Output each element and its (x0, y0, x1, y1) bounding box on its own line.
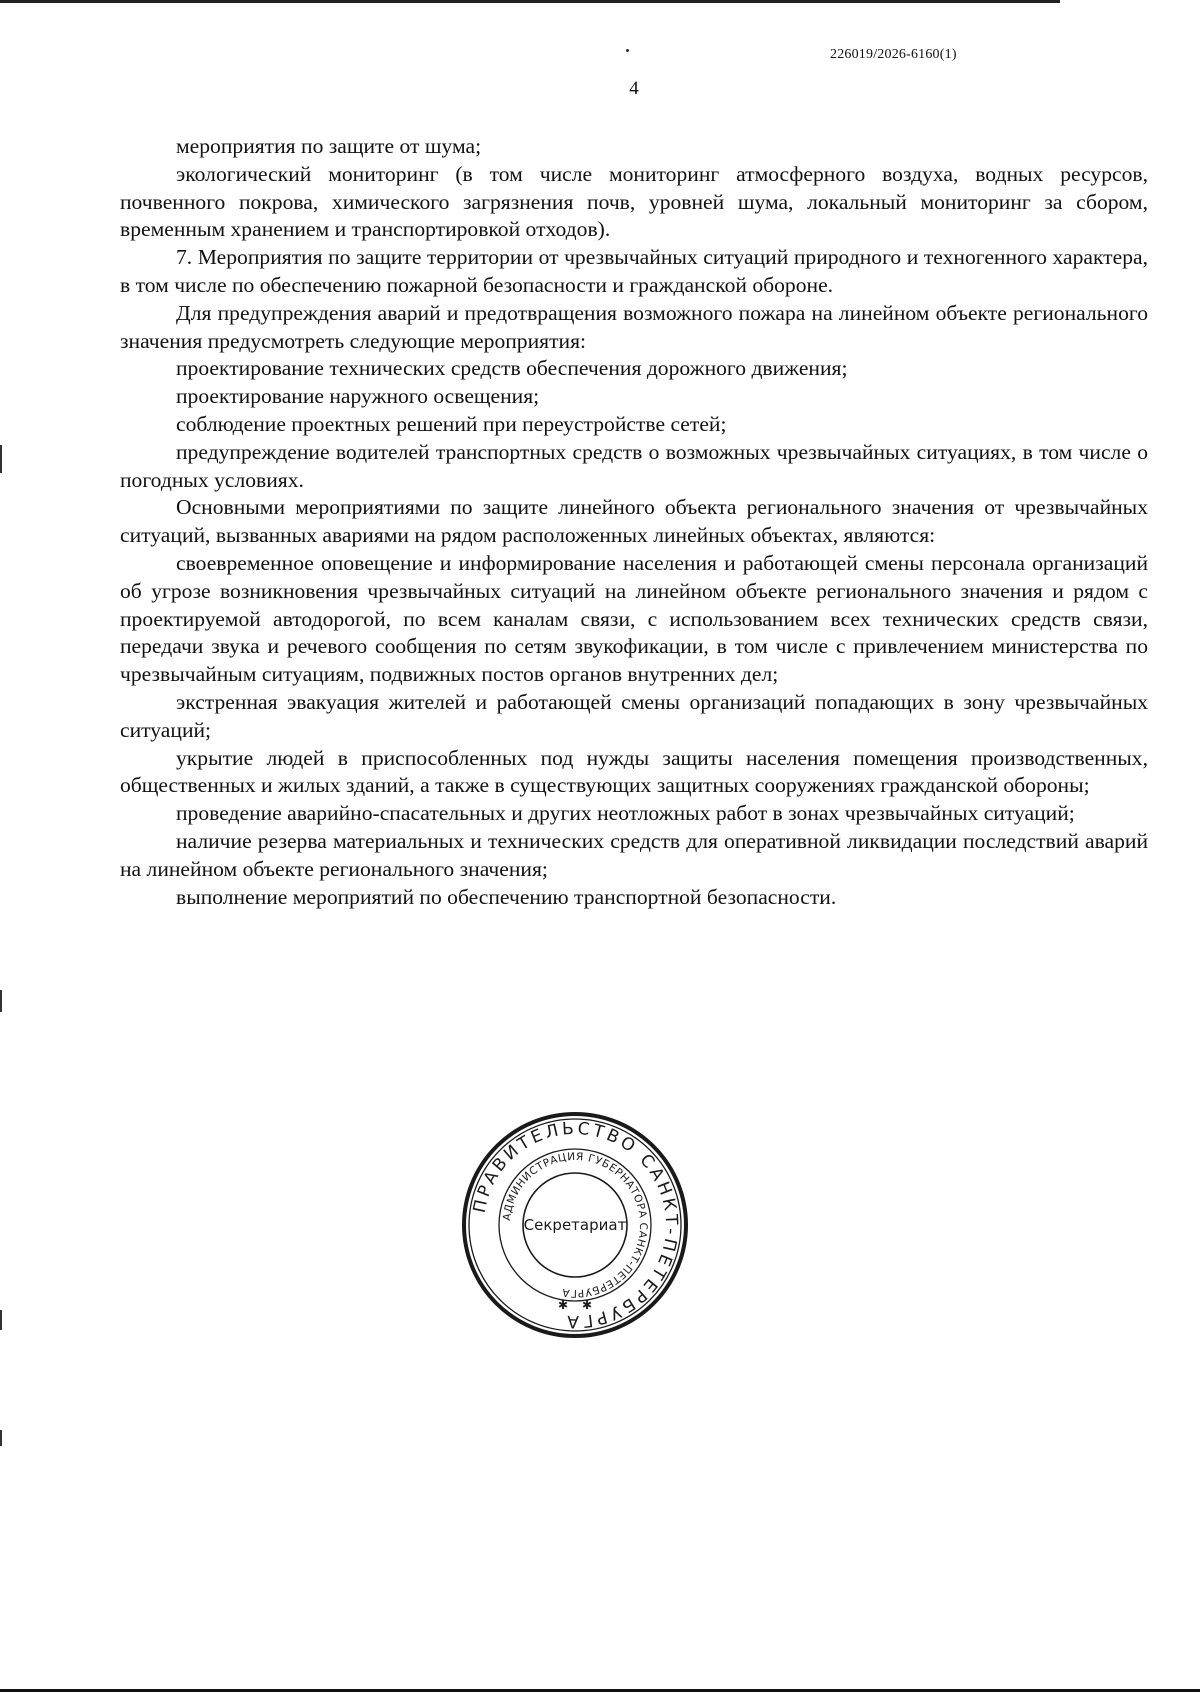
header-dot (626, 49, 629, 52)
margin-mark (0, 1310, 2, 1330)
paragraph: проектирование наружного освещения; (176, 384, 540, 409)
paragraph: наличие резерва материальных и технических средств для оперативной ликвидации последствий аварий на линейном объекте регионального значения; (120, 828, 1148, 881)
seal-inner-text: АДМИНИСТРАЦИЯ ГУБЕРНАТОРА САНКТ-ПЕТЕРБУРГА (501, 1150, 650, 1300)
seal-outer-text: ПРАВИТЕЛЬСТВО САНКТ-ПЕТЕРБУРГА (469, 1118, 682, 1332)
official-seal (460, 1110, 690, 1340)
seal-center-text: Секретариат (523, 1216, 627, 1234)
paragraph: Основными мероприятиями по защите линейного объекта регионального значения от чрезвычайных ситуаций, вызванных авариями на рядом расположенных линейных объектах, являются: (120, 495, 1148, 548)
paragraph: выполнение мероприятий по обеспечению транспортной безопасности. (176, 884, 837, 909)
paragraph: экстренная эвакуация жителей и работающей смены организаций попадающих в зону чрезвычайных ситуаций; (120, 689, 1148, 742)
document-body (120, 133, 1148, 911)
page-number: 4 (629, 78, 639, 99)
top-scan-edge (0, 0, 1060, 3)
seal-graphic (460, 1110, 690, 1340)
paragraph: проведение аварийно-спасательных и других неотложных работ в зонах чрезвычайных ситуаций; (176, 801, 1075, 826)
paragraph: 7. Мероприятия по защите территории от чрезвычайных ситуаций природного и техногенного характера, в том числе по обеспечению пожарной безопасности и гражданской обороне. (120, 245, 1148, 297)
paragraph: укрытие людей в приспособленных под нужды защиты населения помещения производственных, общественных и жилых зданий, а также в существующих защитных сооружениях гражданской обороны; (120, 745, 1148, 798)
paragraph: соблюдение проектных решений при переустройстве сетей; (176, 411, 727, 436)
seal-star-icon: ✱ (581, 1298, 593, 1312)
paragraph: мероприятия по защите от шума; (176, 134, 482, 158)
paragraph: экологический мониторинг (в том числе мониторинг атмосферного воздуха, водных ресурсов, почвенного покрова, химического загрязнения почв, уровней шума, локальный мониторинг за сбором, временным хранением и транспортировкой отходов). (120, 161, 1148, 242)
margin-mark (0, 1430, 2, 1446)
margin-mark (0, 990, 2, 1012)
margin-mark (0, 445, 2, 473)
bottom-scan-edge (0, 1689, 1200, 1692)
document-number: 226019/2026-6160(1) (830, 47, 957, 62)
paragraph: предупреждение водителей транспортных средств о возможных чрезвычайных ситуациях, в том числе о погодных условиях. (120, 439, 1148, 492)
paragraph: проектирование технических средств обеспечения дорожного движения; (176, 356, 848, 381)
paragraph: Для предупреждения аварий и предотвращения возможного пожара на линейном объекте регионального значения предусмотреть следующие мероприятия: (120, 300, 1148, 353)
paragraph: своевременное оповещение и информирование населения и работающей смены персонала организаций об угрозе возникновения чрезвычайных ситуаций на линейном объекте регионального значения и рядом с проектируемой автодорогой, по всем каналам связи, с использованием всех технических средств связи, передачи звука и речевого сообщения по сетям звукофикации, в том числе с привлечением министерства по чрезвычайным ситуациям, подвижных постов органов внутренних дел; (120, 550, 1148, 687)
seal-star-icon: ✱ (557, 1298, 569, 1312)
